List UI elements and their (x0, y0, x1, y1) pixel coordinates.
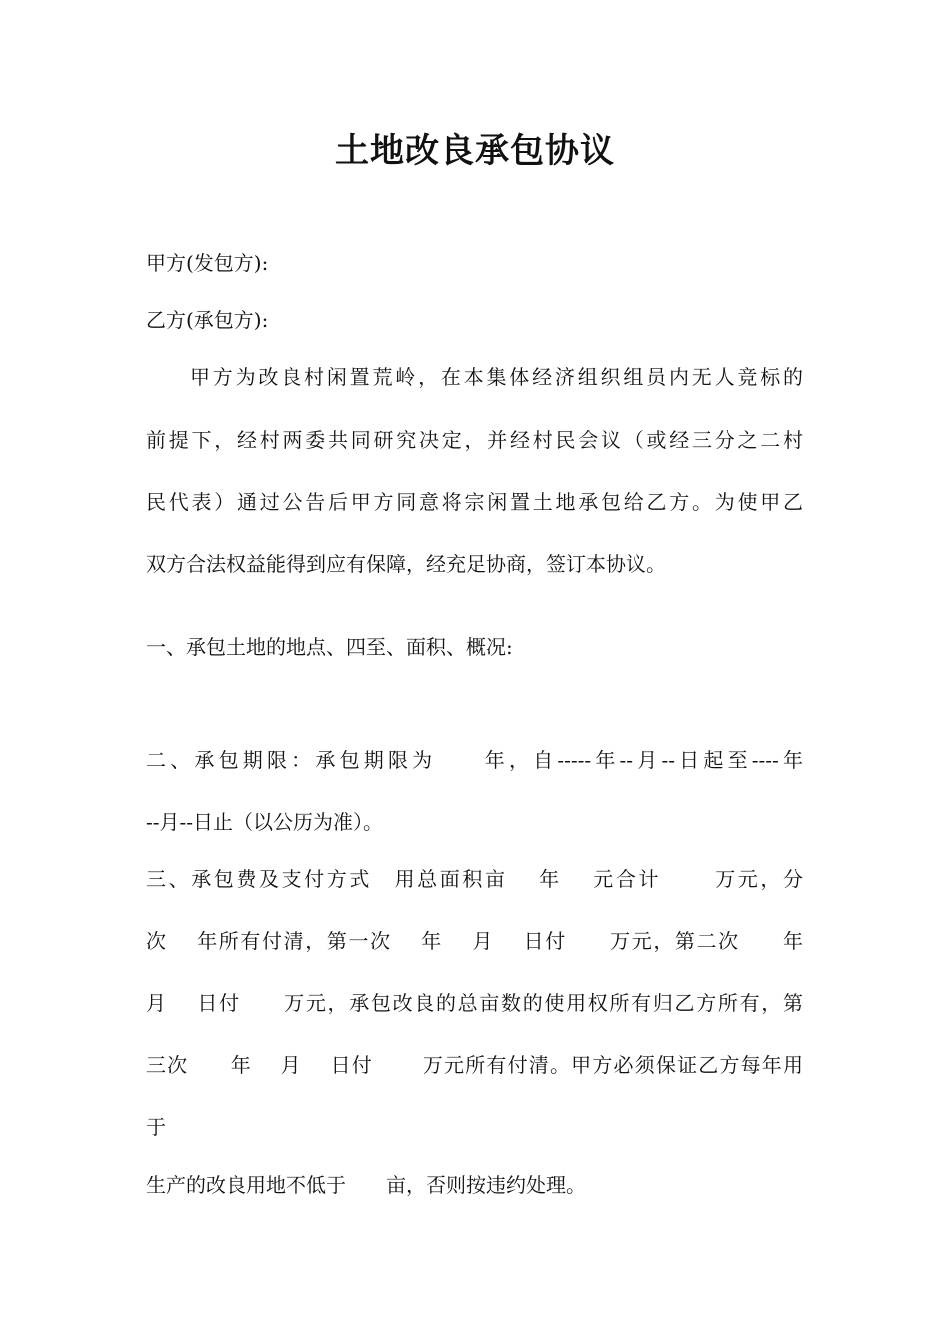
section-3-line-6: 生产的改良用地不低于 亩，否则按违约处理。 (146, 1173, 586, 1197)
intro-line-4: 双方合法权益能得到应有保障，经充足协商，签订本协议。 (146, 552, 666, 576)
intro-line-2: 前提下，经村两委共同研究决定，并经村民会议（或经三分之二村 (146, 428, 803, 452)
section-3-line-2: 次 年所有付清，第一次 年 月 日付 万元，第二次 年 (146, 929, 803, 953)
section-3-line-3: 月 日付 万元，承包改良的总亩数的使用权所有归乙方所有，第 (146, 991, 803, 1015)
section-2-line-1: 二、承包期限：承包期限为 年，自-----年--月--日起至----年 (146, 748, 803, 772)
section-2-line-2: --月--日止（以公历为准）。 (146, 810, 384, 834)
party-b-label: 乙方(承包方): (146, 308, 269, 332)
section-3-line-4: 三次 年 月 日付 万元所有付清。甲方必须保证乙方每年用 (146, 1053, 803, 1077)
intro-line-3: 民代表）通过公告后甲方同意将宗闲置土地承包给乙方。为使甲乙 (146, 490, 803, 514)
section-1-heading: 一、承包土地的地点、四至、面积、概况: (146, 635, 513, 659)
section-3-line-5: 于 (146, 1115, 166, 1139)
section-3-line-1: 三、承包费及支付方式 用总面积亩 年 元合计 万元，分 (146, 867, 803, 891)
document-title: 土地改良承包协议 (335, 131, 615, 171)
party-a-label: 甲方(发包方): (146, 251, 269, 275)
intro-line-1: 甲方为改良村闲置荒岭，在本集体经济组织组员内无人竞标的 (190, 365, 803, 389)
